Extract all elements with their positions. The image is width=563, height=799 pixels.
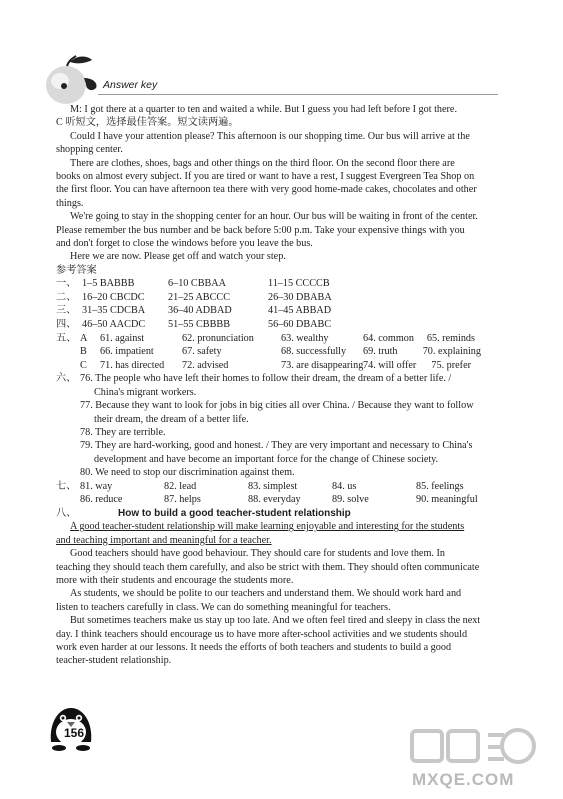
answer-cell: 85. feelings: [416, 480, 464, 492]
answer-item: [56, 426, 481, 439]
section-label: 一、: [56, 278, 77, 290]
answer-cell: 70. explaining: [422, 346, 481, 358]
answer-row: [56, 345, 481, 359]
answer-row: [56, 480, 481, 494]
answer-row: [56, 493, 481, 507]
answer-cell-pair: [363, 345, 481, 359]
item-number: 79.: [80, 440, 93, 452]
answer-cell: 41–45 ABBAD: [268, 305, 332, 317]
section-label: 六、: [56, 373, 77, 385]
answer-cell: 90. meaningful: [416, 494, 478, 506]
essay-thesis: A good teacher-student relationship will make learning enjoyable and interesting for the students and teaching important and meaningful for a teacher.: [56, 521, 465, 546]
answer-item: [56, 399, 481, 426]
header-divider: [98, 94, 498, 95]
answer-cell: 82. lead: [164, 480, 197, 492]
item-number: 77.: [80, 400, 93, 412]
item-text: The people who have left their homes to follow their dream, the dream of a better life. / China's migrant workers.: [94, 373, 452, 398]
item-text: They are hard-working, good and honest. / They are very important and necessary to China's development and have become an important force for the change of Chinese society.: [94, 440, 473, 465]
answer-text: [80, 372, 481, 399]
answer-row: [56, 359, 481, 373]
answer-text: [80, 466, 481, 479]
section-label: 二、: [56, 291, 77, 303]
answer-cell: 67. safety: [182, 346, 222, 358]
page-content: [56, 103, 481, 668]
section-label: 四、: [56, 319, 77, 331]
answer-cell: 66. impatient: [100, 346, 154, 358]
header-title: Answer key: [103, 79, 158, 91]
answer-cell: 11–15 CCCCB: [268, 278, 330, 290]
answer-cell: 75. prefer: [431, 359, 471, 371]
apple-logo-icon: [40, 52, 100, 108]
answer-item: [56, 372, 481, 399]
answer-row: [56, 277, 481, 291]
answer-cell: 6–10 CBBAA: [168, 278, 227, 290]
answer-cell: 26–30 DBABA: [268, 291, 332, 303]
answer-text: [80, 399, 481, 426]
answer-row: [56, 291, 481, 305]
answer-item: [56, 466, 481, 479]
item-text: They are terrible.: [95, 427, 166, 439]
answer-cell: 31–35 CDCBA: [82, 305, 146, 317]
answer-cell: 84. us: [332, 480, 357, 492]
section-label: 七、: [56, 480, 77, 492]
answer-cell: 21–25 ABCCC: [168, 291, 230, 303]
essay-paragraph: Good teachers should have good behaviour. They should care for students and love them. In teaching they should teach them carefully, and also be strict with them. They should often communicate more with their students and encourage the students more.: [56, 548, 480, 586]
passage-paragraph: Here we are now. Please get off and watch your step.: [70, 251, 286, 263]
answer-cell: 1–5 BABBB: [82, 278, 135, 290]
answers-heading: 参考答案: [56, 264, 97, 276]
answer-cell: 51–55 CBBBB: [168, 319, 230, 331]
answer-cell: 88. everyday: [248, 494, 301, 506]
answer-cell: 36–40 ADBAD: [168, 305, 232, 317]
answer-cell: 64. common: [363, 332, 414, 344]
answer-cell: 83. simplest: [248, 480, 298, 492]
answer-cell: 89. solve: [332, 494, 369, 506]
item-text: We need to stop our discrimination against them.: [95, 467, 295, 479]
answer-row: [56, 318, 481, 332]
passage-paragraph: We're going to stay in the shopping center for an hour. Our bus will be waiting in front of the center. Please remember the bus number and be back before 5:00 p.m. Take your expensive things with you and don't forget to close the windows before you leave the bus.: [56, 211, 478, 250]
answer-cell: 71. has directed: [100, 359, 165, 371]
answer-cell: 68. successfully: [281, 346, 347, 358]
item-number: 76.: [80, 373, 93, 385]
essay-header: [56, 507, 481, 520]
answer-cell: 16–20 CBCDC: [82, 291, 145, 303]
part-label: B: [80, 346, 87, 358]
answer-cell: 65. reminds: [426, 332, 475, 344]
item-number: 80.: [80, 467, 93, 479]
watermark-text: MXQE.COM: [412, 770, 515, 789]
section-label: 三、: [56, 305, 77, 317]
answer-cell: 63. wealthy: [281, 332, 329, 344]
answer-text: [80, 426, 481, 439]
answer-cell: 72. advised: [182, 359, 229, 371]
page-number: 156: [63, 726, 85, 740]
answer-row: [56, 332, 481, 346]
item-text: Because they want to look for jobs in big cities all over China. / Because they want to follow their dream, the dream of a better life.: [94, 400, 474, 425]
answer-cell: 73. are disappearing: [281, 359, 364, 371]
section-c-heading: C 听短文，选择最佳答案。短文读两遍。: [56, 117, 239, 129]
part-label: A: [80, 332, 88, 344]
part-label: C: [80, 359, 87, 371]
section-label: 八、: [56, 507, 77, 519]
answer-cell-pair: [363, 359, 481, 373]
answer-cell: 74. will offer: [363, 359, 417, 371]
essay-title: How to build a good teacher-student relationship: [118, 507, 351, 519]
item-number: 78.: [80, 427, 93, 439]
answer-cell: 81. way: [80, 480, 113, 492]
essay-paragraph: As students, we should be polite to our teachers and understand them. We should work hard and listen to teachers carefully in class. We can do something meaningful for teachers.: [56, 588, 462, 613]
listening-line: M: I got there at a quarter to ten and waited a while. But I guess you had left before I got there.: [70, 104, 457, 115]
answer-cell: 56–60 DBABC: [268, 319, 332, 331]
answer-cell: 46–50 AACDC: [82, 319, 146, 331]
essay-paragraph: But sometimes teachers make us stay up too late. And we often feel tired and sleepy in class the next day. I think teachers should encourage us to have more after-school activities and we students should work even harder at our lessons. It needs the efforts of both teachers and students to build a good teacher-student relationship.: [56, 615, 481, 667]
passage-paragraph: There are clothes, shoes, bags and other things on the third floor. On the second floor there are books on almost every subject. If you are tired or want to have a rest, I suggest Evergreen Tea Shop on the first floor. You can have afternoon tea there with very good home-made cakes, chocolates and other things.: [56, 157, 477, 209]
answer-cell: 87. helps: [164, 494, 201, 506]
answer-cell: 69. truth: [363, 346, 398, 358]
passage-paragraph: Could I have your attention please? This afternoon is our shopping time. Our bus will arrive at the shopping center.: [56, 130, 470, 156]
answer-text: [80, 439, 481, 466]
answer-cell-pair: [363, 332, 481, 346]
answer-cell: 62. pronunciation: [182, 332, 254, 344]
answer-item: [56, 439, 481, 466]
answer-cell: 86. reduce: [80, 494, 123, 506]
answer-row: [56, 304, 481, 318]
section-label: 五、: [56, 332, 77, 344]
answer-cell: 61. against: [100, 332, 145, 344]
